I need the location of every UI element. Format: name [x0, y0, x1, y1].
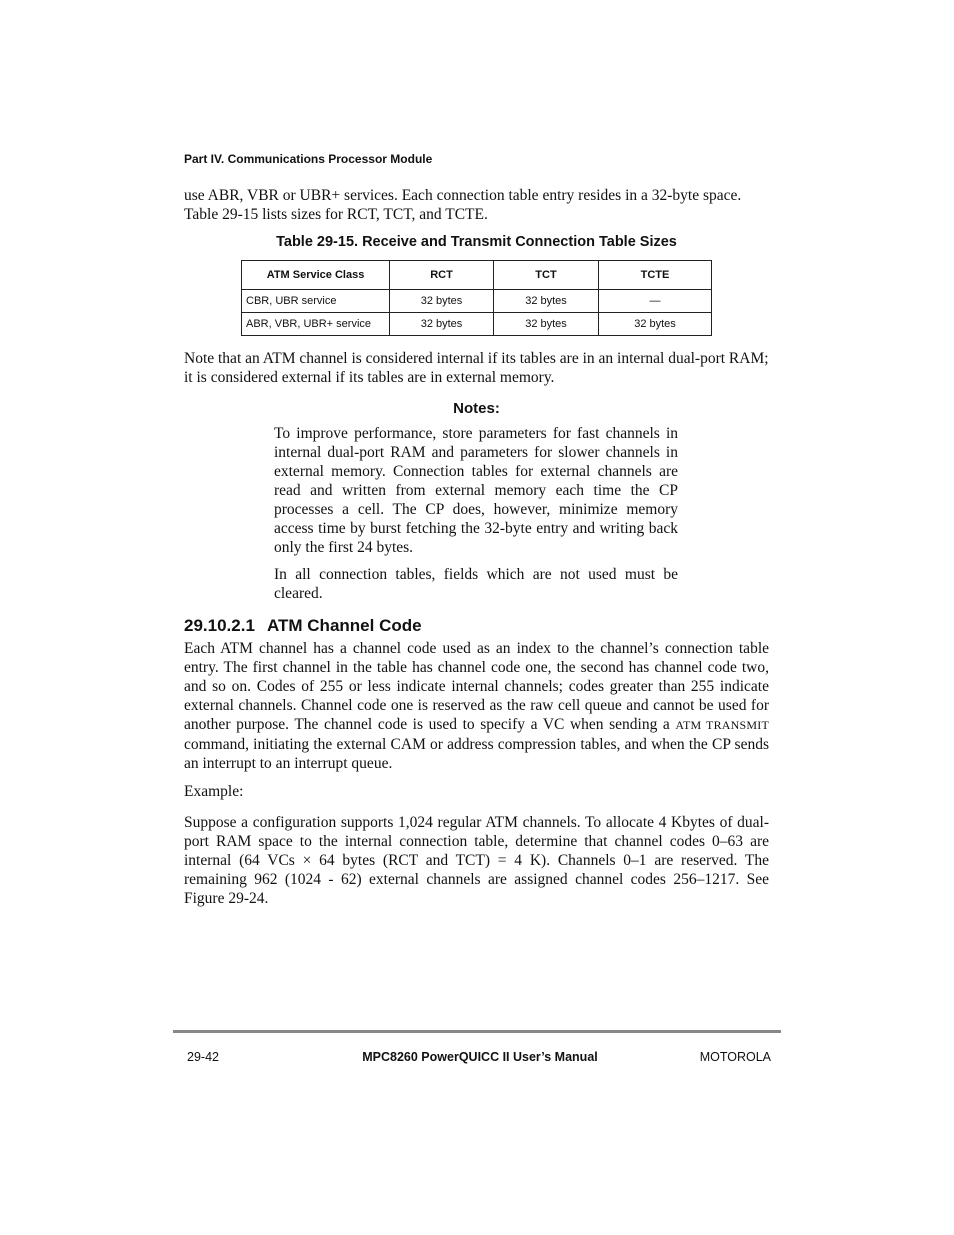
section-number: 29.10.2.1	[184, 616, 255, 635]
body-text-part1: Each ATM channel has a channel code used as an index to the channel’s connection table entry. The first channel in the table has channel code one, the second has channel code two, and so on. Codes of 255 or less indicate internal channels; codes greater than 255 indicate external channels. Channel code one is reserved as the raw cell queue and cannot be used for another purpose. The channel code is used to specify a VC when sending a	[184, 640, 769, 733]
running-head: Part IV. Communications Processor Module	[184, 152, 433, 166]
table-cell: 32 bytes	[390, 290, 494, 313]
table-row	[242, 290, 712, 313]
table-cell: —	[599, 290, 712, 313]
table-cell: 32 bytes	[494, 313, 599, 336]
section-body-paragraph	[184, 639, 769, 773]
connection-table-sizes	[241, 260, 712, 336]
page-number: 29-42	[187, 1050, 219, 1064]
section-title: ATM Channel Code	[267, 616, 422, 635]
table-header-row	[242, 261, 712, 290]
column-header-tct: TCT	[494, 261, 599, 290]
table-cell: 32 bytes	[599, 313, 712, 336]
manual-title: MPC8260 PowerQUICC II User’s Manual	[362, 1050, 598, 1064]
command-name: ATM TRANSMIT	[675, 718, 769, 732]
table-cell: CBR, UBR service	[242, 290, 390, 313]
note-item: In all connection tables, fields which are not used must be cleared.	[274, 566, 678, 602]
note-item: To improve performance, store parameters for fast channels in internal dual-port RAM and parameters for slower channels in external memory. Connection tables for external channels are read and written from external memory each time the CP processes a cell. The CP does, however, minimize memory access time by burst fetching the 32-byte entry and writing back only the first 24 bytes.	[274, 425, 678, 556]
body-text-part2: command, initiating the external CAM or address compression tables, and when the CP sends an interrupt to an interrupt queue.	[184, 736, 769, 772]
table-cell: 32 bytes	[494, 290, 599, 313]
table-cell: 32 bytes	[390, 313, 494, 336]
footer-divider	[173, 1030, 781, 1033]
example-paragraph: Suppose a configuration supports 1,024 regular ATM channels. To allocate 4 Kbytes of dual-port RAM space to the internal connection table, determine that channel codes 0–63 are internal (64 VCs × 64 bytes (RCT and TCT) = 4 K). Channels 0–1 are reserved. The remaining 962 (1024 - 62) external channels are assigned channel codes 256–1217. See Figure 29-24.	[184, 814, 769, 907]
example-label: Example:	[184, 783, 244, 800]
section-heading	[184, 616, 422, 636]
company-name: MOTOROLA	[699, 1050, 771, 1064]
table-row	[242, 313, 712, 336]
intro-paragraph: use ABR, VBR or UBR+ services. Each connection table entry resides in a 32-byte space. Table 29-15 lists sizes for RCT, TCT, and TCTE.	[184, 187, 742, 223]
column-header-rct: RCT	[390, 261, 494, 290]
notes-heading: Notes:	[453, 400, 500, 417]
table-title: Table 29-15. Receive and Transmit Connection Table Sizes	[276, 234, 677, 250]
column-header-atm-service-class: ATM Service Class	[242, 261, 390, 290]
table-cell: ABR, VBR, UBR+ service	[242, 313, 390, 336]
internal-external-note: Note that an ATM channel is considered internal if its tables are in an internal dual-port RAM; it is considered external if its tables are in external memory.	[184, 350, 769, 386]
column-header-tcte: TCTE	[599, 261, 712, 290]
